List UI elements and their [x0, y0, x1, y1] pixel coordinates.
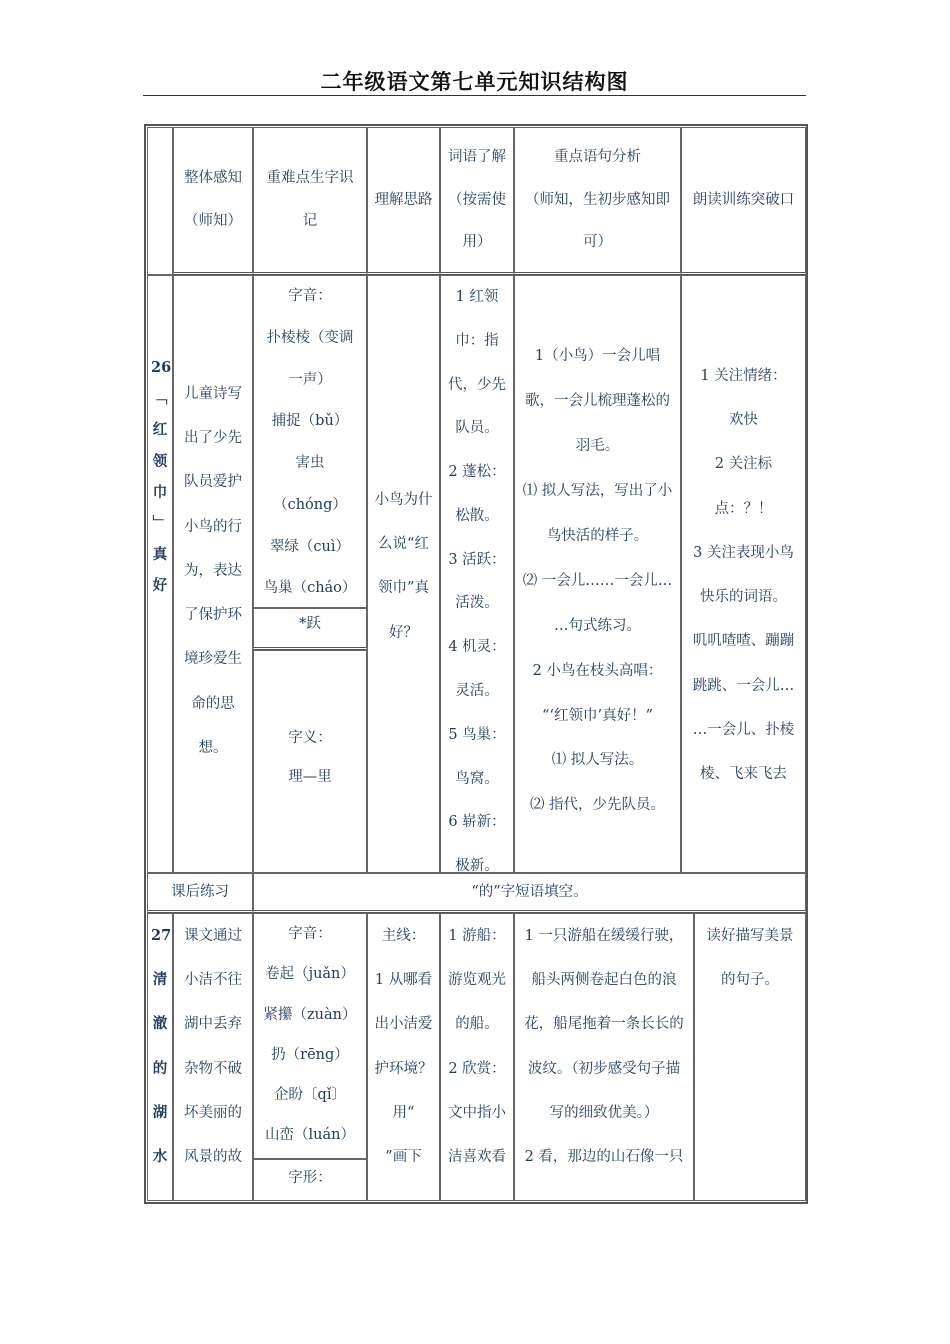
text-line: 整体感知 — [184, 170, 242, 187]
lesson27-char-form — [253, 1159, 367, 1201]
text-line: 想。 — [198, 739, 228, 756]
text-line: ﹁ — [152, 390, 168, 408]
text-line: 好？ — [389, 624, 418, 641]
text-line: 的句子。 — [721, 972, 779, 989]
text-line: 巾 — [152, 483, 168, 501]
text-line: 洁喜欢看 — [448, 1149, 506, 1166]
text-line: 2 欣赏： — [448, 1060, 506, 1077]
text-line: 清 — [152, 971, 168, 989]
text-line: 杂物不破 — [184, 1060, 242, 1077]
text-line: 1 从哪看 — [374, 972, 433, 989]
lesson27-char-sound — [253, 913, 367, 1159]
text-line: 2 蓬松： — [448, 464, 506, 481]
header-blank-cell — [147, 127, 173, 275]
text-line: （按需使 — [448, 191, 506, 208]
text-line: 用） — [462, 234, 492, 251]
page-title: 二年级语文第七单元知识结构图 — [320, 70, 629, 94]
text-line: 船头两侧卷起白色的浪 — [531, 972, 677, 989]
text-line: 2 看，那边的山石像一只 — [524, 1149, 684, 1166]
lesson27-title — [147, 913, 173, 1201]
text-line: 重点语句分析 — [554, 148, 641, 165]
text-line: 小鸟为什 — [374, 492, 433, 508]
text-line: 水 — [152, 1148, 168, 1166]
lesson27-key-sentences — [514, 913, 694, 1201]
text-line: 好 — [152, 577, 168, 595]
lesson26-key-sentences — [514, 275, 681, 873]
text-line: 重难点生字识 — [266, 170, 354, 187]
text-line: 翠绿（cuì） — [269, 538, 351, 555]
text-line: 鸟窝。 — [455, 770, 499, 787]
header-key-sentences — [514, 127, 681, 275]
text-line: 羽毛。 — [575, 437, 620, 454]
text-line: 鸟巢（cháo） — [263, 580, 357, 597]
text-line: 巾：指 — [455, 332, 499, 349]
text-line: 字音： — [288, 926, 332, 942]
text-line: 红 — [152, 421, 168, 439]
text-line: 队员爱护 — [184, 474, 242, 491]
text-line: 词语了解 — [448, 148, 506, 165]
text-line: 风景的故 — [184, 1149, 242, 1166]
text-line: 朗读训练突破口 — [692, 191, 795, 208]
text-line: 26 — [151, 359, 172, 376]
text-line: 歌，一会儿梳理蓬松的 — [525, 392, 670, 409]
text-line: 企盼〔qǐ〕 — [274, 1087, 346, 1104]
text-line: 鸟快活的样子。 — [546, 527, 649, 544]
text-line: …句式练习。 — [554, 617, 641, 634]
text-line: 读好描写美景 — [706, 928, 794, 944]
text-line: 写的细致优美。） — [549, 1104, 659, 1121]
text-line: 小鸟的行 — [184, 518, 242, 535]
title-underline — [143, 95, 806, 96]
text-line: 护环境？ — [374, 1060, 433, 1077]
text-line: 松散。 — [455, 507, 499, 524]
text-line: 卷起（juǎn） — [265, 966, 355, 983]
text-line: 字义： — [288, 730, 332, 746]
text-line: 捕捉（bǔ） — [271, 413, 349, 430]
text-line: 2 关注标 — [714, 456, 773, 473]
text-line: 为，表达 — [184, 562, 242, 579]
text-line: 出了少先 — [184, 430, 242, 447]
lesson26-char-form — [253, 608, 367, 650]
text-line: 极新。 — [455, 858, 499, 873]
text-line: ﹂ — [152, 514, 168, 532]
text-line: 课文通过 — [184, 928, 242, 944]
text-line: 扑棱棱（变调 — [266, 329, 354, 346]
text-line: “‘红领巾’真好！” — [541, 707, 654, 724]
text-line: 欢快 — [729, 412, 758, 429]
text-line: 命的思 — [191, 695, 235, 712]
text-line: 小洁不往 — [184, 972, 242, 989]
text-line: 跳跳、一会儿… — [692, 677, 795, 694]
text-line: 4 机灵： — [448, 639, 506, 656]
text-line: 儿童诗写 — [184, 386, 242, 402]
text-line: 1 红领 — [455, 289, 499, 305]
text-line: 山峦（luán） — [265, 1127, 355, 1144]
text-line: 字形： — [288, 1170, 332, 1186]
exercise-content: “的”字短语填空。 — [253, 873, 806, 913]
text-line: 理—里 — [288, 769, 332, 786]
text-line: （师知） — [184, 213, 242, 229]
text-line: 紧攥（zuàn） — [263, 1006, 357, 1023]
lesson27-thinking — [367, 913, 440, 1201]
text-line: 叽叽喳喳、蹦蹦 — [692, 633, 795, 650]
text-line: 的船。 — [455, 1016, 499, 1033]
text-line: …一会儿、扑棱 — [692, 721, 795, 738]
header-key-characters — [253, 127, 367, 275]
text-line: 6 崭新： — [448, 814, 506, 831]
lesson27-vocabulary — [440, 913, 514, 1201]
lesson26-char-sound — [253, 275, 367, 608]
text-line: 花，船尾拖着一条长长的 — [524, 1016, 684, 1033]
text-line: 领 — [152, 452, 168, 470]
text-line: 害虫 — [295, 455, 325, 471]
text-line: 领巾”真 — [378, 580, 429, 597]
text-line: 1 关注情绪： — [700, 368, 787, 384]
text-line: 1 一只游船在缓缓行驶， — [524, 928, 684, 944]
text-line: 活泼。 — [455, 595, 499, 612]
text-line: 么说“红 — [378, 536, 429, 553]
text-line: 境珍爱生 — [184, 651, 242, 668]
text-line: 5 鸟巢： — [448, 726, 506, 743]
text-line: 2 小鸟在枝头高唱： — [532, 662, 663, 679]
text-line: 棱、飞来飞去 — [700, 765, 787, 782]
text-line: 用“ — [392, 1104, 415, 1121]
text-line: 1（小鸟）一会儿唱 — [534, 348, 661, 364]
header-thinking-path — [367, 127, 440, 275]
text-line: 湖中丢弃 — [184, 1016, 242, 1033]
text-line: 坏美丽的 — [184, 1104, 242, 1121]
text-line: 游览观光 — [448, 972, 506, 989]
text-line: ⑴ 拟人写法，写出了小 — [522, 482, 673, 499]
lesson26-char-meaning — [253, 650, 367, 873]
text-line: 字音： — [288, 288, 332, 304]
text-line: 文中指小 — [448, 1104, 506, 1121]
text-line: 了保护环 — [184, 607, 242, 624]
lesson26-overview — [173, 275, 253, 873]
text-line: 3 关注表现小鸟 — [693, 544, 794, 561]
header-reading-training — [681, 127, 806, 275]
text-line: 真 — [152, 546, 168, 564]
lesson27-overview — [173, 913, 253, 1201]
text-line: ”画下 — [385, 1149, 422, 1166]
text-line: 灵活。 — [455, 683, 499, 700]
lesson27-reading-training — [694, 913, 806, 1201]
text-line: 点：？！ — [714, 500, 773, 517]
text-line: 代，少先 — [448, 376, 506, 393]
lesson26-vocabulary — [440, 275, 514, 873]
exercise-label: 课后练习 — [147, 873, 253, 913]
text-line: 的 — [152, 1059, 168, 1077]
text-line: 记 — [302, 213, 318, 229]
text-line: ⑵ 指代，少先队员。 — [529, 797, 666, 814]
text-line: 队员。 — [455, 420, 499, 437]
text-line: 出小洁爱 — [374, 1016, 433, 1033]
text-line: 可） — [583, 234, 612, 251]
text-line: 澈 — [152, 1015, 168, 1033]
text-line: 主线： — [381, 928, 426, 944]
text-line: 波纹。（初步感受句子描 — [527, 1060, 681, 1077]
header-overview — [173, 127, 253, 275]
lesson26-reading-training — [681, 275, 806, 873]
text-line: 一声） — [288, 371, 332, 388]
text-line: ⑵ 一会儿……一会儿… — [522, 572, 673, 589]
text-line: （chóng） — [273, 496, 347, 513]
text-line: 理解思路 — [374, 191, 433, 208]
lesson26-thinking — [367, 275, 440, 873]
text-line: （师知，生初步感知即 — [525, 191, 670, 208]
header-vocabulary — [440, 127, 514, 275]
text-line: 27 — [151, 927, 172, 944]
text-line: 湖 — [152, 1103, 168, 1121]
text-line: 3 活跃： — [448, 551, 506, 568]
text-line: ⑴ 拟人写法。 — [551, 752, 644, 769]
text-line: 快乐的词语。 — [700, 589, 787, 606]
lesson26-title — [147, 275, 173, 873]
text-line: *跃 — [299, 616, 321, 632]
text-line: 1 游船： — [448, 928, 506, 944]
text-line: 扔（rēng） — [271, 1046, 349, 1063]
